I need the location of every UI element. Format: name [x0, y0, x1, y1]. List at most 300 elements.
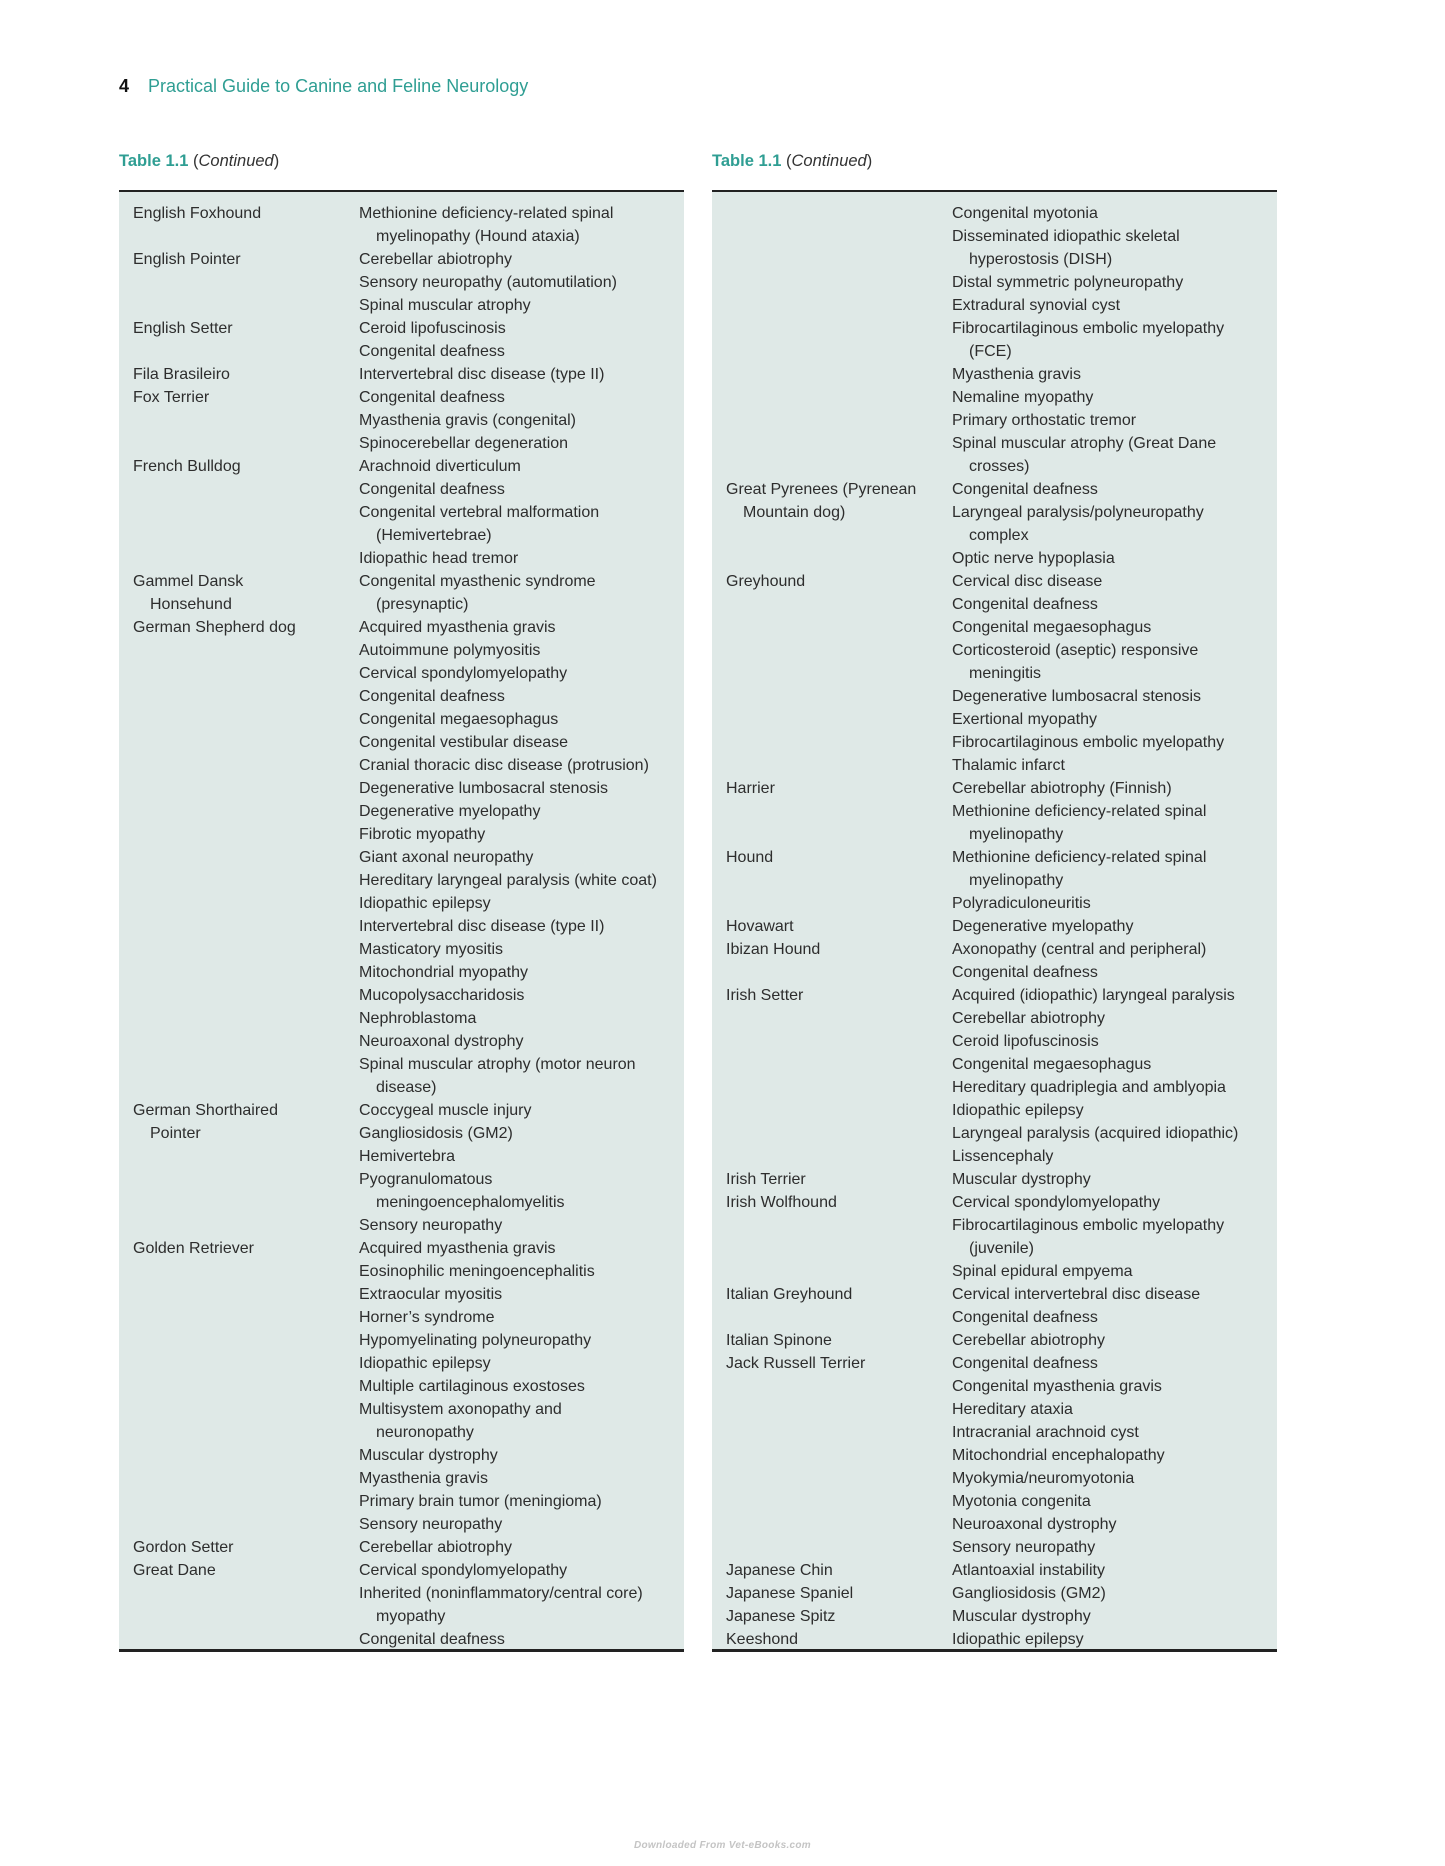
condition-cell	[359, 570, 674, 616]
table-row	[133, 547, 674, 570]
breed-name: English Pointer	[133, 251, 241, 268]
condition-name: Congenital deafness	[359, 481, 505, 498]
table-row	[133, 639, 674, 662]
condition-cell	[359, 478, 674, 501]
table-row	[133, 1513, 674, 1536]
breed-cell	[133, 1168, 359, 1214]
breed-name: Japanese Spaniel	[726, 1585, 854, 1602]
table-row	[133, 1030, 674, 1053]
breed-name: Italian Greyhound	[726, 1286, 853, 1303]
breed-cell	[133, 1283, 359, 1306]
table-row	[726, 409, 1267, 432]
breed-cell	[726, 1490, 952, 1513]
breed-cell	[726, 547, 952, 570]
table-row	[133, 271, 674, 294]
condition-name: Hereditary quadriplegia and amblyopia	[952, 1079, 1226, 1096]
table-caption-right	[712, 150, 872, 172]
table-caption-left	[119, 150, 279, 172]
table-row	[133, 455, 674, 478]
condition-cell	[952, 202, 1267, 225]
condition-cell	[359, 777, 674, 800]
table-continued-note: (Continued)	[193, 152, 280, 170]
table-row	[726, 1628, 1267, 1651]
breed-cell	[133, 1582, 359, 1628]
condition-cell	[359, 1398, 674, 1444]
condition-name: Exertional myopathy	[952, 711, 1097, 728]
breed-cell	[726, 1306, 952, 1329]
condition-name: Cervical disc disease	[952, 573, 1103, 590]
table-row	[133, 1260, 674, 1283]
breed-cell	[726, 1122, 952, 1145]
condition-cell	[952, 1099, 1267, 1122]
breed-cell	[133, 1214, 359, 1237]
breed-cell	[133, 892, 359, 915]
table-row	[133, 1145, 674, 1168]
condition-cell	[359, 708, 674, 731]
condition-name: Primary brain tumor (meningioma)	[359, 1493, 602, 1510]
table-row	[133, 938, 674, 961]
breed-cell	[726, 892, 952, 915]
running-head	[119, 74, 528, 98]
condition-name: Gangliosidosis (GM2)	[952, 1585, 1106, 1602]
condition-cell	[359, 1306, 674, 1329]
breed-cell	[726, 731, 952, 754]
table-row	[133, 317, 674, 340]
table-row	[133, 1536, 674, 1559]
table-row	[726, 1306, 1267, 1329]
breed-name: Fox Terrier	[133, 389, 210, 406]
condition-name: Myotonia congenita	[952, 1493, 1091, 1510]
condition-name: Muscular dystrophy	[952, 1608, 1091, 1625]
condition-name: Idiopathic epilepsy	[359, 895, 491, 912]
condition-name: Arachnoid diverticulum	[359, 458, 521, 475]
condition-name: Congenital deafness	[952, 964, 1098, 981]
condition-cell	[952, 1536, 1267, 1559]
condition-name: Primary orthostatic tremor	[952, 412, 1137, 429]
condition-name: Idiopathic epilepsy	[952, 1631, 1084, 1648]
breed-cell	[726, 616, 952, 639]
breed-cell	[133, 1559, 359, 1582]
breed-cell	[726, 1191, 952, 1214]
condition-cell	[359, 1283, 674, 1306]
breed-cell	[133, 938, 359, 961]
breed-cell	[726, 1513, 952, 1536]
breed-name: Japanese Chin	[726, 1562, 833, 1579]
condition-cell	[359, 271, 674, 294]
breed-cell	[726, 1329, 952, 1352]
breed-cell	[133, 455, 359, 478]
condition-cell	[359, 846, 674, 869]
breed-name: Irish Wolfhound	[726, 1194, 837, 1211]
condition-name: Congenital deafness	[952, 1355, 1098, 1372]
condition-name: Congenital deafness	[359, 688, 505, 705]
condition-name: Sensory neuropathy	[952, 1539, 1096, 1556]
table-row	[726, 1099, 1267, 1122]
table-row	[726, 708, 1267, 731]
breed-name: Jack Russell Terrier	[726, 1355, 866, 1372]
condition-cell	[952, 271, 1267, 294]
table-row	[133, 616, 674, 639]
condition-cell	[359, 754, 674, 777]
condition-cell	[359, 1375, 674, 1398]
table-row	[133, 961, 674, 984]
breed-cell	[133, 846, 359, 869]
table-row	[726, 1421, 1267, 1444]
table-row	[133, 363, 674, 386]
table-row	[726, 984, 1267, 1007]
breed-cell	[726, 1007, 952, 1030]
condition-name: Distal symmetric polyneuropathy	[952, 274, 1184, 291]
table-row	[133, 1467, 674, 1490]
condition-cell	[952, 1076, 1267, 1099]
condition-name: (presynaptic)	[376, 596, 469, 613]
table-row	[133, 248, 674, 271]
breed-cell	[726, 1444, 952, 1467]
condition-cell	[952, 1191, 1267, 1214]
table-row	[726, 754, 1267, 777]
table-body	[726, 202, 1267, 1651]
condition-name: Inherited (noninflammatory/central core)	[359, 1585, 643, 1602]
table-row	[133, 1375, 674, 1398]
table-row	[726, 593, 1267, 616]
table-row	[726, 685, 1267, 708]
table-row	[726, 892, 1267, 915]
table-row	[133, 846, 674, 869]
condition-name: Intervertebral disc disease (type II)	[359, 366, 605, 383]
breed-cell	[133, 432, 359, 455]
table-row	[726, 1352, 1267, 1375]
condition-cell	[359, 340, 674, 363]
table-row	[133, 294, 674, 317]
breed-name: Hovawart	[726, 918, 794, 935]
breed-cell	[133, 1030, 359, 1053]
breed-cell	[726, 1030, 952, 1053]
breed-name: Keeshond	[726, 1631, 799, 1648]
condition-cell	[952, 731, 1267, 754]
breed-cell	[133, 754, 359, 777]
condition-name: Autoimmune polymyositis	[359, 642, 541, 659]
condition-cell	[359, 1467, 674, 1490]
table-row	[133, 892, 674, 915]
table-row	[133, 1099, 674, 1145]
condition-cell	[952, 1122, 1267, 1145]
condition-cell	[952, 708, 1267, 731]
condition-cell	[359, 455, 674, 478]
breed-cell	[726, 984, 952, 1007]
table-row	[133, 1053, 674, 1099]
table-row	[133, 478, 674, 501]
condition-name: Hypomyelinating polyneuropathy	[359, 1332, 592, 1349]
condition-cell	[952, 478, 1267, 547]
condition-name: Optic nerve hypoplasia	[952, 550, 1115, 567]
condition-cell	[359, 386, 674, 409]
breed-cell	[726, 708, 952, 731]
condition-cell	[359, 662, 674, 685]
condition-cell	[952, 1582, 1267, 1605]
condition-name: Fibrocartilaginous embolic myelopathy	[952, 1217, 1225, 1234]
breed-cell	[726, 1053, 952, 1076]
condition-name: Mitochondrial myopathy	[359, 964, 528, 981]
condition-name: Myasthenia gravis	[952, 366, 1081, 383]
table-row	[726, 363, 1267, 386]
table-row	[726, 800, 1267, 846]
breed-cell	[726, 754, 952, 777]
condition-cell	[359, 823, 674, 846]
condition-cell	[952, 409, 1267, 432]
condition-cell	[952, 1490, 1267, 1513]
condition-name: Congenital megaesophagus	[359, 711, 559, 728]
breed-cell	[133, 639, 359, 662]
condition-cell	[952, 1030, 1267, 1053]
breed-cell	[726, 1628, 952, 1651]
table-row	[133, 1283, 674, 1306]
condition-cell	[359, 432, 674, 455]
condition-name: Intracranial arachnoid cyst	[952, 1424, 1139, 1441]
breed-cell	[726, 1375, 952, 1398]
condition-cell	[952, 1007, 1267, 1030]
condition-name: Congenital deafness	[359, 389, 505, 406]
table-row	[726, 294, 1267, 317]
table-row	[726, 1582, 1267, 1605]
condition-cell	[952, 1467, 1267, 1490]
breed-table-right	[712, 190, 1277, 1652]
condition-cell	[952, 570, 1267, 593]
table-row	[133, 1628, 674, 1651]
breed-name: Great Pyrenees (Pyrenean	[726, 481, 917, 498]
page-number: 4	[119, 76, 130, 96]
condition-cell	[359, 1053, 674, 1099]
breed-cell	[726, 915, 952, 938]
breed-cell	[133, 547, 359, 570]
breed-cell	[726, 432, 952, 478]
breed-name: Mountain dog)	[743, 504, 846, 521]
condition-name: disease)	[376, 1079, 437, 1096]
table-row	[133, 685, 674, 708]
breed-cell	[726, 1076, 952, 1099]
breed-cell	[133, 823, 359, 846]
condition-name: Spinal epidural empyema	[952, 1263, 1133, 1280]
condition-name: Disseminated idiopathic skeletal	[952, 228, 1180, 245]
condition-name: Congenital myasthenia gravis	[952, 1378, 1162, 1395]
breed-cell	[133, 1444, 359, 1467]
condition-cell	[952, 892, 1267, 915]
breed-cell	[133, 1375, 359, 1398]
condition-cell	[952, 1329, 1267, 1352]
breed-cell	[133, 409, 359, 432]
condition-cell	[952, 961, 1267, 984]
condition-name: Fibrocartilaginous embolic myelopathy	[952, 320, 1225, 337]
breed-name: Gordon Setter	[133, 1539, 234, 1556]
table-row	[133, 501, 674, 547]
condition-cell	[952, 915, 1267, 938]
breed-cell	[133, 1536, 359, 1559]
breed-cell	[133, 731, 359, 754]
condition-name: Cervical spondylomyelopathy	[359, 1562, 568, 1579]
table-row	[133, 1582, 674, 1628]
condition-cell	[952, 1375, 1267, 1398]
table-row	[726, 961, 1267, 984]
condition-name: Degenerative lumbosacral stenosis	[359, 780, 609, 797]
condition-name: Congenital vertebral malformation	[359, 504, 600, 521]
breed-name: Japanese Spitz	[726, 1608, 836, 1625]
condition-cell	[359, 1145, 674, 1168]
table-row	[726, 1076, 1267, 1099]
breed-cell	[726, 202, 952, 225]
table-row	[726, 639, 1267, 685]
condition-name: Spinal muscular atrophy	[359, 297, 531, 314]
condition-name: Cerebellar abiotrophy	[952, 1332, 1105, 1349]
condition-name: Congenital vestibular disease	[359, 734, 569, 751]
condition-name: hyperostosis (DISH)	[969, 251, 1113, 268]
breed-cell	[726, 777, 952, 800]
condition-cell	[952, 1168, 1267, 1191]
condition-name: Idiopathic epilepsy	[952, 1102, 1084, 1119]
table-row	[133, 823, 674, 846]
table-label: Table 1.1	[712, 152, 782, 170]
condition-name: Degenerative myelopathy	[359, 803, 541, 820]
condition-name: Neuroaxonal dystrophy	[952, 1516, 1117, 1533]
breed-cell	[726, 1467, 952, 1490]
breed-name: Irish Setter	[726, 987, 804, 1004]
condition-cell	[952, 754, 1267, 777]
condition-name: Mucopolysaccharidosis	[359, 987, 525, 1004]
condition-name: Sensory neuropathy	[359, 1516, 503, 1533]
condition-cell	[952, 846, 1267, 892]
table-row	[726, 1536, 1267, 1559]
condition-cell	[359, 1490, 674, 1513]
condition-cell	[952, 1628, 1267, 1651]
condition-cell	[359, 1628, 674, 1651]
condition-cell	[952, 1145, 1267, 1168]
breed-name: German Shorthaired	[133, 1102, 278, 1119]
condition-name: Axonopathy (central and peripheral)	[952, 941, 1207, 958]
breed-cell	[726, 1352, 952, 1375]
condition-name: Multisystem axonopathy and	[359, 1401, 562, 1418]
table-row	[726, 202, 1267, 225]
breed-cell	[133, 915, 359, 938]
table-row	[133, 1490, 674, 1513]
condition-cell	[359, 202, 674, 248]
condition-cell	[952, 639, 1267, 685]
condition-cell	[952, 1605, 1267, 1628]
breed-cell	[133, 248, 359, 271]
breed-cell	[726, 409, 952, 432]
breed-cell	[133, 984, 359, 1007]
breed-cell	[133, 1260, 359, 1283]
condition-name: Ceroid lipofuscinosis	[952, 1033, 1099, 1050]
condition-name: Multiple cartilaginous exostoses	[359, 1378, 585, 1395]
breed-name: English Foxhound	[133, 205, 262, 222]
table-row	[133, 1398, 674, 1444]
table-row	[133, 1168, 674, 1214]
condition-cell	[952, 1053, 1267, 1076]
breed-cell	[726, 363, 952, 386]
table-row	[133, 570, 674, 616]
condition-name: Sensory neuropathy (automutilation)	[359, 274, 617, 291]
table-row	[726, 731, 1267, 754]
condition-name: neuronopathy	[376, 1424, 474, 1441]
breed-cell	[726, 1582, 952, 1605]
condition-name: Nemaline myopathy	[952, 389, 1094, 406]
table-row	[726, 1398, 1267, 1421]
condition-name: Muscular dystrophy	[952, 1171, 1091, 1188]
table-row	[133, 869, 674, 892]
breed-cell	[133, 1306, 359, 1329]
breed-cell	[726, 1421, 952, 1444]
condition-cell	[359, 409, 674, 432]
breed-cell	[133, 1053, 359, 1099]
condition-cell	[359, 1214, 674, 1237]
condition-name: Spinal muscular atrophy (motor neuron	[359, 1056, 636, 1073]
breed-cell	[726, 846, 952, 892]
table-row	[726, 1329, 1267, 1352]
breed-cell	[726, 1099, 952, 1122]
condition-name: complex	[969, 527, 1029, 544]
breed-cell	[133, 317, 359, 340]
condition-name: (Hemivertebrae)	[376, 527, 492, 544]
condition-cell	[359, 984, 674, 1007]
condition-name: Fibrocartilaginous embolic myelopathy	[952, 734, 1225, 751]
table-row	[726, 478, 1267, 547]
breed-name: Harrier	[726, 780, 775, 797]
table-row	[726, 1490, 1267, 1513]
breed-cell	[726, 1398, 952, 1421]
condition-cell	[359, 248, 674, 271]
condition-name: Congenital myotonia	[952, 205, 1098, 222]
condition-cell	[359, 1329, 674, 1352]
table-row	[726, 1053, 1267, 1076]
condition-name: Extraocular myositis	[359, 1286, 503, 1303]
condition-name: Pyogranulomatous	[359, 1171, 493, 1188]
breed-name: French Bulldog	[133, 458, 241, 475]
table-row	[726, 846, 1267, 892]
table-row	[726, 1605, 1267, 1628]
breed-cell	[726, 1214, 952, 1260]
condition-name: Giant axonal neuropathy	[359, 849, 534, 866]
breed-name: Italian Spinone	[726, 1332, 832, 1349]
condition-cell	[952, 294, 1267, 317]
condition-name: meningitis	[969, 665, 1042, 682]
table-row	[726, 1214, 1267, 1260]
condition-cell	[952, 1352, 1267, 1375]
condition-cell	[952, 386, 1267, 409]
table-row	[133, 800, 674, 823]
breed-name: Gammel Dansk	[133, 573, 244, 590]
breed-cell	[133, 1628, 359, 1651]
condition-cell	[952, 984, 1267, 1007]
condition-cell	[359, 961, 674, 984]
table-row	[726, 547, 1267, 570]
condition-cell	[359, 915, 674, 938]
condition-cell	[359, 294, 674, 317]
breed-cell	[133, 1007, 359, 1030]
condition-name: Muscular dystrophy	[359, 1447, 498, 1464]
condition-name: Hereditary ataxia	[952, 1401, 1073, 1418]
condition-cell	[359, 938, 674, 961]
breed-cell	[726, 639, 952, 685]
condition-cell	[952, 1306, 1267, 1329]
breed-cell	[133, 340, 359, 363]
breed-cell	[726, 961, 952, 984]
condition-name: Hereditary laryngeal paralysis (white coat)	[359, 872, 657, 889]
breed-cell	[726, 1559, 952, 1582]
condition-cell	[359, 1260, 674, 1283]
condition-cell	[952, 1421, 1267, 1444]
table-row	[726, 1145, 1267, 1168]
condition-name: Acquired myasthenia gravis	[359, 619, 556, 636]
condition-name: crosses)	[969, 458, 1030, 475]
table-row	[726, 317, 1267, 363]
